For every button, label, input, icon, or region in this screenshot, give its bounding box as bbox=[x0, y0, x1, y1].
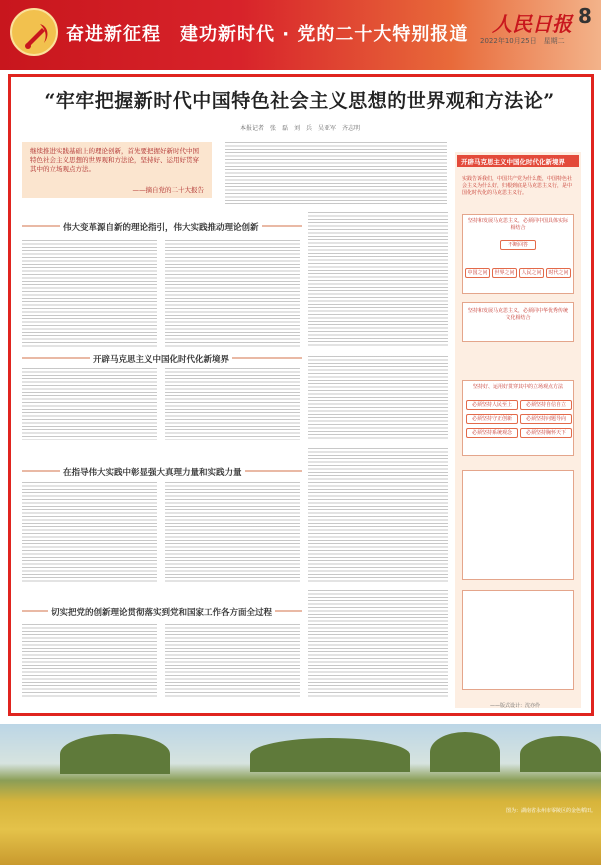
flow1-text: 坚持和发展马克思主义，必须同中国具体实际相结合 bbox=[468, 218, 569, 231]
flow3-item: 必须坚持守正创新 bbox=[466, 414, 518, 424]
body-column bbox=[165, 240, 300, 348]
body-column bbox=[308, 212, 448, 348]
flow3-text: 坚持好、运用好贯穿其中的立场观点方法 bbox=[472, 384, 563, 390]
byline: 本报记者 张 磊 刘 兵 吴亚军 齐志明 bbox=[240, 125, 361, 132]
body-column bbox=[165, 368, 300, 440]
flow3-item: 必须坚持系统观念 bbox=[466, 428, 518, 438]
flow-box-5 bbox=[462, 590, 574, 690]
body-column bbox=[22, 482, 157, 582]
section-heading: 伟大变革源自新的理论指引，伟大实践推动理论创新 bbox=[60, 221, 262, 233]
sidebar-heading: 开辟马克思主义中国化时代化新境界 bbox=[457, 155, 579, 167]
flow3-item: 必须坚持问题导向 bbox=[520, 414, 572, 424]
body-column bbox=[308, 356, 448, 440]
body-column bbox=[22, 368, 157, 440]
hill bbox=[430, 732, 500, 772]
body-column bbox=[308, 590, 448, 698]
body-column bbox=[308, 448, 448, 582]
hill bbox=[60, 734, 170, 774]
sidebar-intro: 实践告诉我们，中国共产党为什么能，中国特色社会主义为什么好，归根到底是马克思主义行，是中国化时代化的马克思主义行。 bbox=[462, 176, 573, 196]
flow-box-4 bbox=[462, 470, 574, 580]
flow1-item: 世界之问 bbox=[492, 268, 517, 278]
flow1-item: 中国之问 bbox=[465, 268, 490, 278]
body-column bbox=[22, 240, 157, 348]
body-column bbox=[22, 624, 157, 698]
lead-quote bbox=[22, 142, 212, 198]
flow2-text: 坚持和发展马克思主义，必须同中华优秀传统文化相结合 bbox=[468, 308, 569, 321]
flow1-center: 不断回答 bbox=[500, 240, 536, 250]
flow3-item: 必须坚持人民至上 bbox=[466, 400, 518, 410]
page-number: 8 bbox=[578, 4, 592, 28]
section-heading: 在指导伟大实践中彰显强大真理力量和实践力量 bbox=[60, 466, 245, 478]
issue-date: 2022年10月25日 星期二 bbox=[480, 37, 565, 45]
paper-logo: 人民日报 bbox=[492, 12, 572, 36]
rice-field-photo bbox=[0, 724, 601, 865]
body-column bbox=[225, 142, 447, 206]
body-column bbox=[165, 482, 300, 582]
flow3-item: 必须坚持自信自立 bbox=[520, 400, 572, 410]
party-emblem-icon bbox=[10, 8, 58, 56]
flow1-item: 时代之问 bbox=[546, 268, 571, 278]
lead-text: 继续推进实践基础上的理论创新，首先要把握好新时代中国特色社会主义思想的世界观和方法论，坚持好、运用好贯穿其中的立场观点方法。 bbox=[30, 147, 199, 173]
layout-credit: ——版式设计：沈亦伶 bbox=[490, 703, 541, 709]
article-title: “牢牢把握新时代中国特色社会主义思想的世界观和方法论” bbox=[44, 90, 555, 112]
section-heading: 切实把党的创新理论贯彻落实到党和国家工作各方面全过程 bbox=[48, 606, 275, 618]
hill bbox=[520, 736, 601, 772]
banner-title: 奋进新征程 建功新时代 · 党的二十大特别报道 bbox=[66, 24, 469, 45]
photo-caption: 图为：湖南省永州市零陵区的金色稻田。 bbox=[506, 808, 597, 814]
lead-source: ——摘自党的二十大报告 bbox=[132, 186, 204, 194]
body-column bbox=[165, 624, 300, 698]
hill bbox=[250, 738, 410, 772]
flow3-item: 必须坚持胸怀天下 bbox=[520, 428, 572, 438]
section-heading: 开辟马克思主义中国化时代化新境界 bbox=[90, 353, 232, 365]
page-header bbox=[0, 0, 601, 70]
flow1-item: 人民之问 bbox=[519, 268, 544, 278]
